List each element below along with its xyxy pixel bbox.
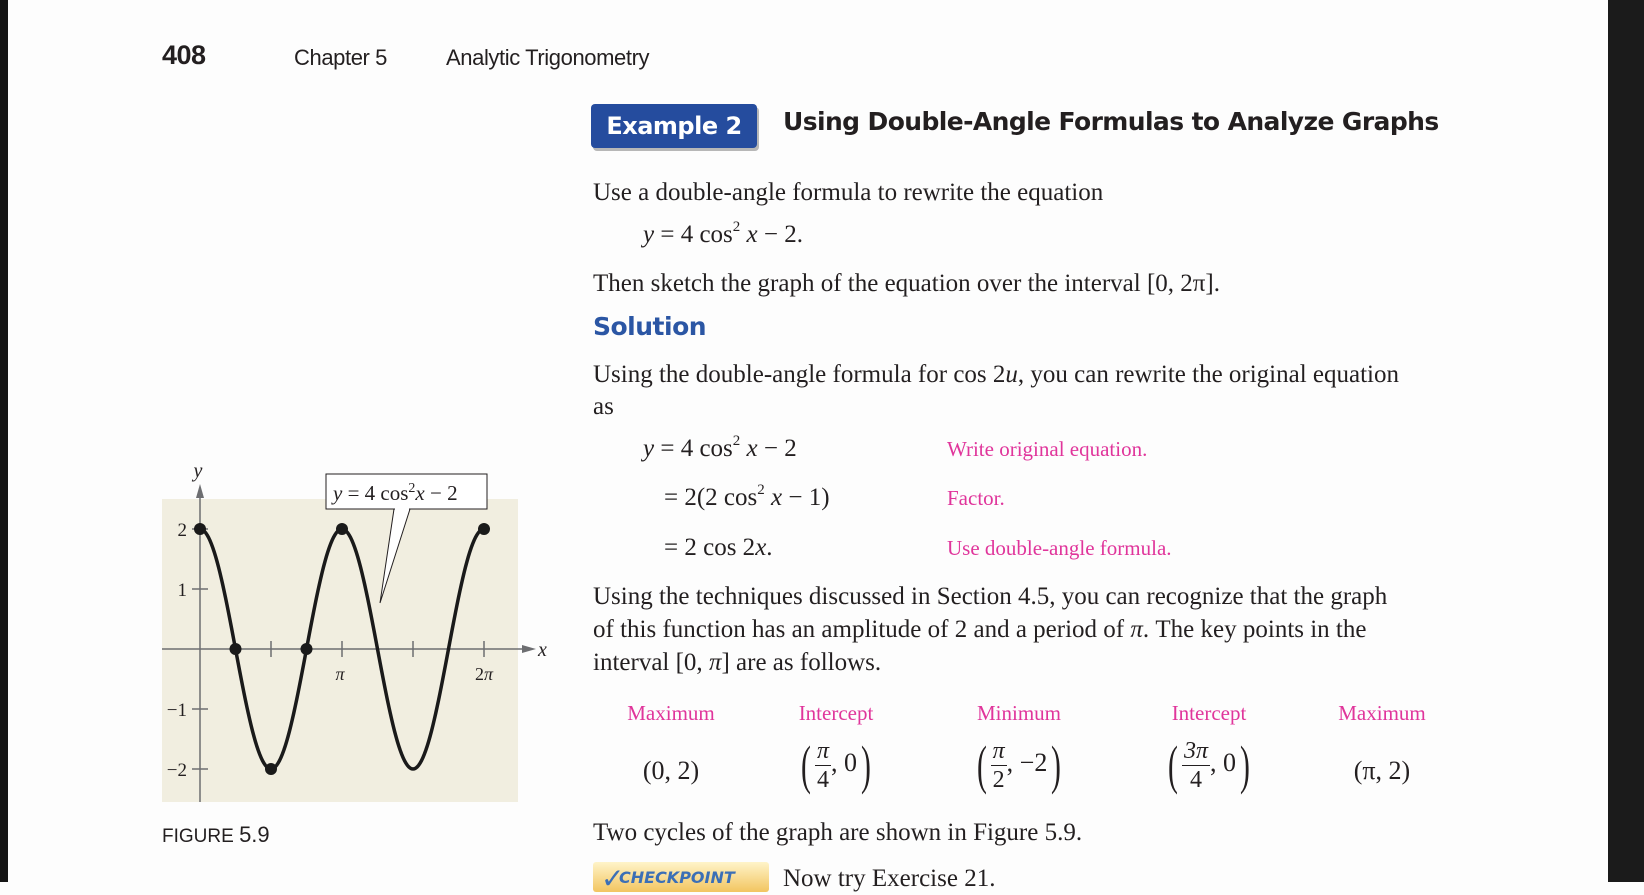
- x-axis-arrow-icon: [522, 645, 536, 653]
- svg-text:−1: −1: [166, 700, 187, 721]
- page-number: 408: [162, 40, 206, 70]
- chapter-label: Chapter 5: [294, 45, 388, 70]
- para2-line-1: Using the techniques discussed in Section 4.5, you can recognize that the graph: [593, 583, 1388, 610]
- key-point-value-1: (0, 2): [642, 756, 700, 785]
- svg-text:x: x: [538, 639, 547, 661]
- closing-sentence: Two cycles of the graph are shown in Figure 5.9.: [593, 819, 1083, 846]
- key-point-label-4: Intercept: [1171, 701, 1247, 725]
- step-3-note: Use double-angle formula.: [947, 536, 1172, 560]
- key-point-value-2: ( $\frac{\pi}{4}$ , 0): [801, 735, 871, 795]
- solution-intro-line-1: Using the double-angle formula for cos 2u, you can rewrite the original equation: [593, 361, 1400, 388]
- svg-text:y = 4 cos2x − 2: y = 4 $\cos^2x - 2$: [333, 481, 458, 505]
- svg-text:π: π: [335, 664, 345, 684]
- chapter-title: Analytic Trigonometry: [446, 45, 650, 70]
- key-point-value-4: ( $\frac{3\pi}{4}$ , 0): [1168, 735, 1250, 795]
- prompt-equation: y = 4 $\cos^2 x - 2$.: [643, 218, 804, 248]
- svg-text:−2: −2: [166, 760, 187, 781]
- step-1-note: Write original equation.: [947, 437, 1148, 461]
- key-point-label-1: Maximum: [627, 701, 715, 725]
- figure-caption: FIGURE 5.9: [162, 822, 270, 847]
- key-point-label-5: Maximum: [1338, 701, 1426, 725]
- svg-text:y: y: [193, 460, 203, 482]
- prompt-line-2: Then sketch the graph of the equation over the interval [0, 2π].: [593, 270, 1220, 297]
- solution-heading: Solution: [593, 312, 707, 341]
- para2-line-2: of this function has an amplitude of 2 and a period of π. The key points in the: [593, 616, 1367, 643]
- checkmark-icon: ✓: [601, 864, 625, 892]
- step-2-note: Factor.: [947, 486, 1005, 510]
- example-title: Using Double-Angle Formulas to Analyze Graphs: [783, 107, 1439, 136]
- viewer-right-panel: [1608, 0, 1644, 882]
- svg-text:2: 2: [177, 520, 187, 541]
- viewer-left-edge: [0, 0, 8, 882]
- prompt-line-1: Use a double-angle formula to rewrite the equation: [593, 179, 1104, 206]
- svg-text:1: 1: [177, 580, 187, 601]
- key-point-label-2: Intercept: [798, 701, 874, 725]
- y-axis-arrow-icon: [196, 484, 204, 498]
- step-3-expression: = 2 cos 2x.: [664, 534, 773, 561]
- svg-text:2π: 2π: [474, 664, 494, 684]
- checkpoint-text: Now try Exercise 21.: [783, 865, 996, 892]
- step-2-expression: = 2(2 $\cos^2 x - 1$): [664, 481, 830, 511]
- para2-line-3: interval [0, π] are as follows.: [593, 649, 882, 676]
- graph-background: [162, 499, 518, 802]
- example-badge: Example 2: [591, 104, 757, 148]
- figure-5-9-graph: [150, 455, 550, 815]
- key-point-value-5: (π, 2): [1353, 756, 1411, 785]
- solution-intro-line-2: as: [593, 393, 614, 420]
- key-point-label-3: Minimum: [976, 701, 1061, 725]
- step-1-expression: y = 4 $\cos^2 x - 2$: [643, 432, 797, 462]
- checkpoint-badge: ✓ CHECKPOINT: [593, 862, 769, 892]
- key-point-value-3: ( $\frac{\pi}{2}$ , −2): [976, 735, 1062, 795]
